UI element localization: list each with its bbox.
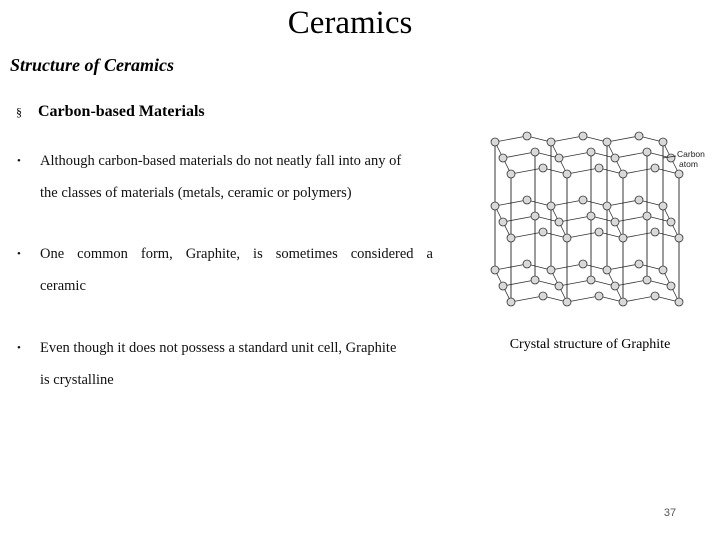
- carbon-atom: [491, 266, 499, 274]
- carbon-atom: [659, 138, 667, 146]
- bond-line: [511, 296, 543, 302]
- bullet-text-line: Although carbon-based materials do not neatly fall into any of: [40, 153, 402, 169]
- carbon-atom: [619, 170, 627, 178]
- bond-line: [559, 152, 591, 158]
- bond-line: [623, 168, 655, 174]
- carbon-atom: [547, 266, 555, 274]
- figure-caption: Crystal structure of Graphite: [509, 337, 671, 352]
- section-marker-icon: §: [16, 105, 22, 119]
- carbon-atom: [635, 260, 643, 268]
- bond-line: [503, 216, 535, 222]
- bullet-dot-icon: •: [17, 248, 21, 260]
- carbon-atom: [523, 132, 531, 140]
- carbon-atom: [587, 276, 595, 284]
- carbon-atom: [595, 292, 603, 300]
- bond-line: [623, 296, 655, 302]
- bullet-text-line: One common form, Graphite, is sometimes considered a: [40, 246, 433, 262]
- carbon-atom: [603, 266, 611, 274]
- carbon-atom: [643, 276, 651, 284]
- carbon-atom: [611, 282, 619, 290]
- carbon-atom: [491, 202, 499, 210]
- bullet-item: [17, 238, 433, 302]
- carbon-atom: [523, 196, 531, 204]
- carbon-atom: [587, 148, 595, 156]
- carbon-atom: [595, 228, 603, 236]
- carbon-atom: [635, 132, 643, 140]
- carbon-atom: [531, 148, 539, 156]
- bond-line: [511, 168, 543, 174]
- carbon-atom: [547, 138, 555, 146]
- carbon-atom: [619, 234, 627, 242]
- carbon-atom: [659, 266, 667, 274]
- carbon-atom-label-line2: atom: [679, 159, 698, 169]
- carbon-atom: [507, 234, 515, 242]
- bond-line: [615, 152, 647, 158]
- carbon-atom: [611, 154, 619, 162]
- bond-line: [567, 232, 599, 238]
- bond-line: [567, 296, 599, 302]
- carbon-atom: [603, 202, 611, 210]
- carbon-atom: [619, 298, 627, 306]
- carbon-atom: [579, 196, 587, 204]
- bond-line: [559, 280, 591, 286]
- carbon-atom: [643, 212, 651, 220]
- carbon-atom-label: Carbon: [677, 149, 705, 159]
- carbon-atom: [675, 170, 683, 178]
- section-heading: [16, 103, 205, 121]
- bullet-item: [17, 332, 433, 396]
- carbon-atom: [579, 132, 587, 140]
- bullet-text-line: is crystalline: [40, 372, 114, 388]
- carbon-atom: [523, 260, 531, 268]
- carbon-atom: [555, 218, 563, 226]
- carbon-atom: [539, 164, 547, 172]
- bond-line: [503, 152, 535, 158]
- carbon-atom: [563, 170, 571, 178]
- graphite-structure-figure: [473, 122, 709, 336]
- carbon-atom: [651, 164, 659, 172]
- carbon-atom: [491, 138, 499, 146]
- carbon-atom: [507, 170, 515, 178]
- carbon-atom: [667, 218, 675, 226]
- carbon-atom: [499, 154, 507, 162]
- carbon-atom: [651, 228, 659, 236]
- carbon-atom: [635, 196, 643, 204]
- bullet-dot-icon: •: [17, 342, 21, 354]
- bond-line: [615, 216, 647, 222]
- carbon-atom: [531, 276, 539, 284]
- slide-subtitle: Structure of Ceramics: [10, 55, 175, 75]
- carbon-atom: [555, 282, 563, 290]
- bond-line: [511, 232, 543, 238]
- slide-title: Ceramics: [287, 5, 413, 41]
- carbon-atom: [643, 148, 651, 156]
- carbon-atom: [659, 202, 667, 210]
- section-heading-text: Carbon-based Materials: [38, 103, 205, 120]
- carbon-atom: [675, 298, 683, 306]
- carbon-atom: [539, 292, 547, 300]
- bullet-dot-icon: •: [17, 155, 21, 167]
- bond-line: [559, 216, 591, 222]
- carbon-atom: [667, 154, 675, 162]
- bond-line: [503, 280, 535, 286]
- carbon-atom: [499, 218, 507, 226]
- bond-line: [607, 136, 639, 142]
- carbon-atom: [603, 138, 611, 146]
- bond-line: [623, 232, 655, 238]
- carbon-atom: [595, 164, 603, 172]
- bullet-text-line: the classes of materials (metals, ceramic or polymers): [40, 185, 352, 201]
- bond-line: [551, 136, 583, 142]
- bond-line: [567, 168, 599, 174]
- carbon-atom: [563, 298, 571, 306]
- carbon-atom: [667, 282, 675, 290]
- carbon-atom: [507, 298, 515, 306]
- carbon-atom: [531, 212, 539, 220]
- bond-line: [495, 136, 527, 142]
- page-number: 37: [663, 507, 677, 519]
- carbon-atom: [587, 212, 595, 220]
- bullet-item: [17, 145, 433, 209]
- carbon-atom: [579, 260, 587, 268]
- bullet-text-line: Even though it does not possess a standard unit cell, Graphite: [40, 340, 397, 356]
- carbon-atom: [611, 218, 619, 226]
- carbon-atom: [555, 154, 563, 162]
- carbon-atom: [499, 282, 507, 290]
- graphite-lattice-diagram: [473, 122, 709, 336]
- bond-line: [615, 280, 647, 286]
- carbon-atom: [675, 234, 683, 242]
- carbon-atom: [547, 202, 555, 210]
- carbon-atom: [651, 292, 659, 300]
- bullet-text-line: ceramic: [40, 278, 86, 294]
- carbon-atom: [563, 234, 571, 242]
- carbon-atom: [539, 228, 547, 236]
